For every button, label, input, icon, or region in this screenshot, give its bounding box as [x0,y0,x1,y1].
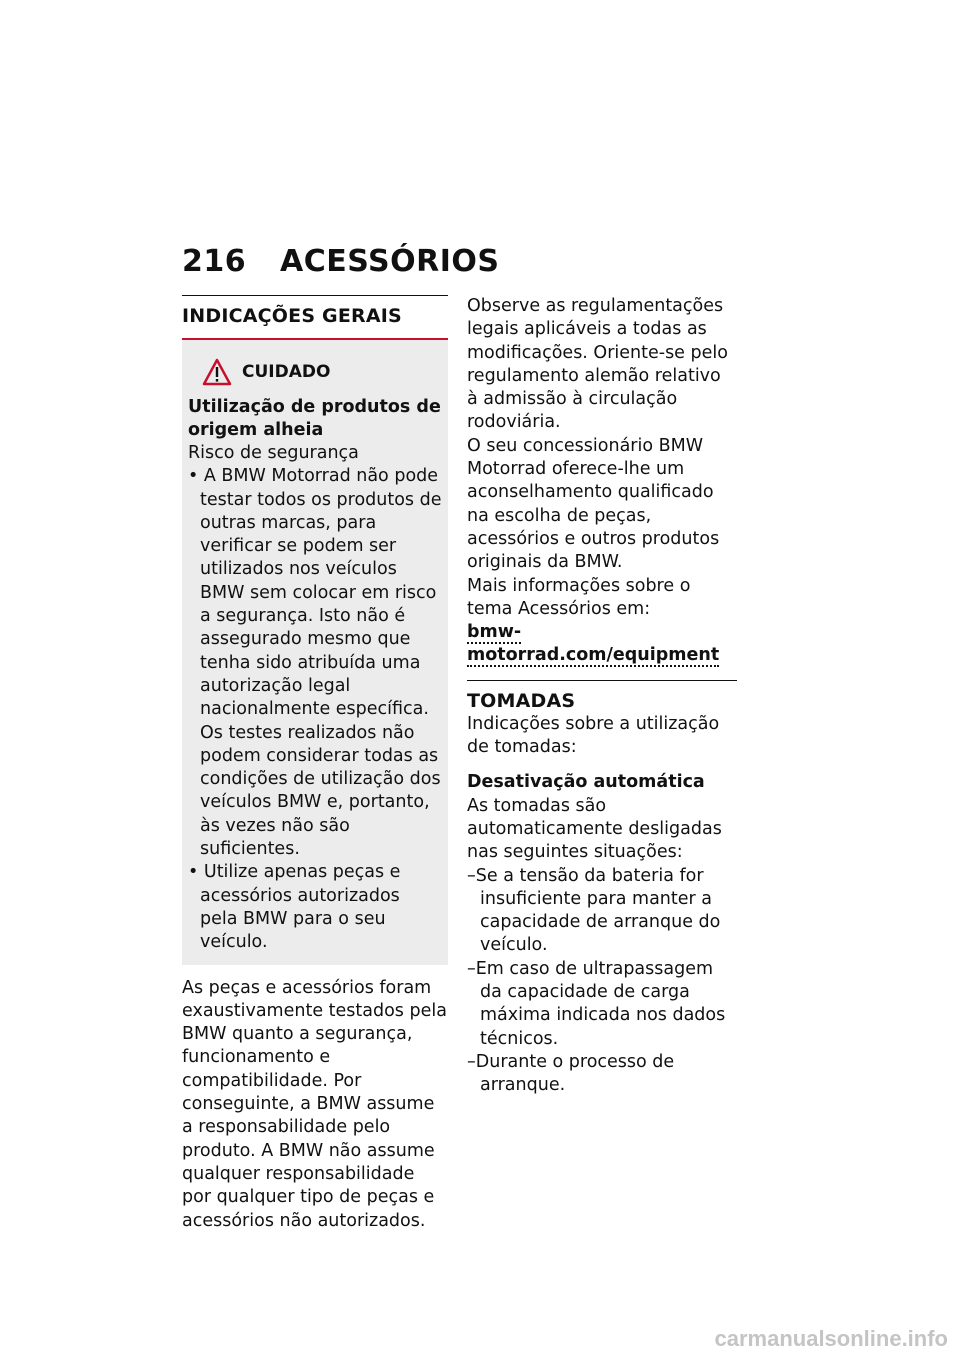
caution-header [202,358,442,386]
section-title-general: INDICAÇÕES GERAIS [182,305,402,327]
equipment-link[interactable]: bmw-motorrad.com/equipment [467,622,720,666]
left-column [182,295,448,1233]
page-number: 216 [182,244,247,279]
dash-item: – Durante o processo de arranque. [467,1051,737,1098]
caution-label: CUIDADO [242,362,331,382]
caution-bullet: • A BMW Motorrad não pode testar todos os produtos de outras marcas, para verificar se podem ser utilizados nos veículos BMW sem colocar em risco a segurança. Isto não é assegurado mesmo que tenha sido atribuída uma autorização legal nacionalmente específica. Os testes realizados não podem considerar todas as condições de utilização dos veículos BMW e, portanto, às vezes não são suficientes. [188,465,442,861]
body-paragraph: As tomadas são automaticamente desligadas nas seguintes situações: [467,795,722,863]
section-title-sockets: TOMADAS [467,689,576,712]
body-paragraph: O seu concessionário BMW Motorrad oferece-lhe um aconselhamento qualificado na escolha de peças, acessórios e outros produtos originais da BMW. [467,435,720,573]
subheading: Desativação automática [467,772,705,793]
caution-box [182,338,448,965]
chapter-title: ACESSÓRIOS [280,244,500,279]
page-header [182,244,499,279]
body-paragraph: Observe as regulamentações legais aplicáveis a todas as modificações. Oriente-se pelo regulamento alemão relativo à admissão à circulação rodoviária. [467,296,728,433]
body-paragraph: As peças e acessórios foram exaustivamente testados pela BMW quanto a segurança, funcionamento e compatibilidade. Por conseguinte, a BMW assume a responsabilidade pelo produto. A BMW não assume qualquer responsabilidade por qualquer tipo de peças e acessórios não autorizados. [182,977,447,1231]
caution-subtitle: Risco de segurança [188,443,359,463]
caution-bullets [188,465,442,954]
dash-item: – Em caso de ultrapassagem da capacidade de carga máxima indicada nos dados técnicos. [467,958,737,1051]
warning-triangle-icon [202,358,232,386]
caution-bullet: • Utilize apenas peças e acessórios autorizados pela BMW para o seu veículo. [188,861,442,954]
body-paragraph: Mais informações sobre o tema Acessórios em: [467,575,691,619]
section-rule [182,295,448,296]
right-column [467,295,737,1098]
section-rule [467,680,737,681]
watermark: carmanualsonline.info [714,1326,948,1351]
dash-item: – Se a tensão da bateria for insuficiente para manter a capacidade de arranque do veículo. [467,865,737,958]
dash-list [467,865,737,1098]
body-paragraph: Indicações sobre a utilização de tomadas: [467,713,720,758]
caution-title: Utilização de produtos de origem alheia [188,397,441,440]
